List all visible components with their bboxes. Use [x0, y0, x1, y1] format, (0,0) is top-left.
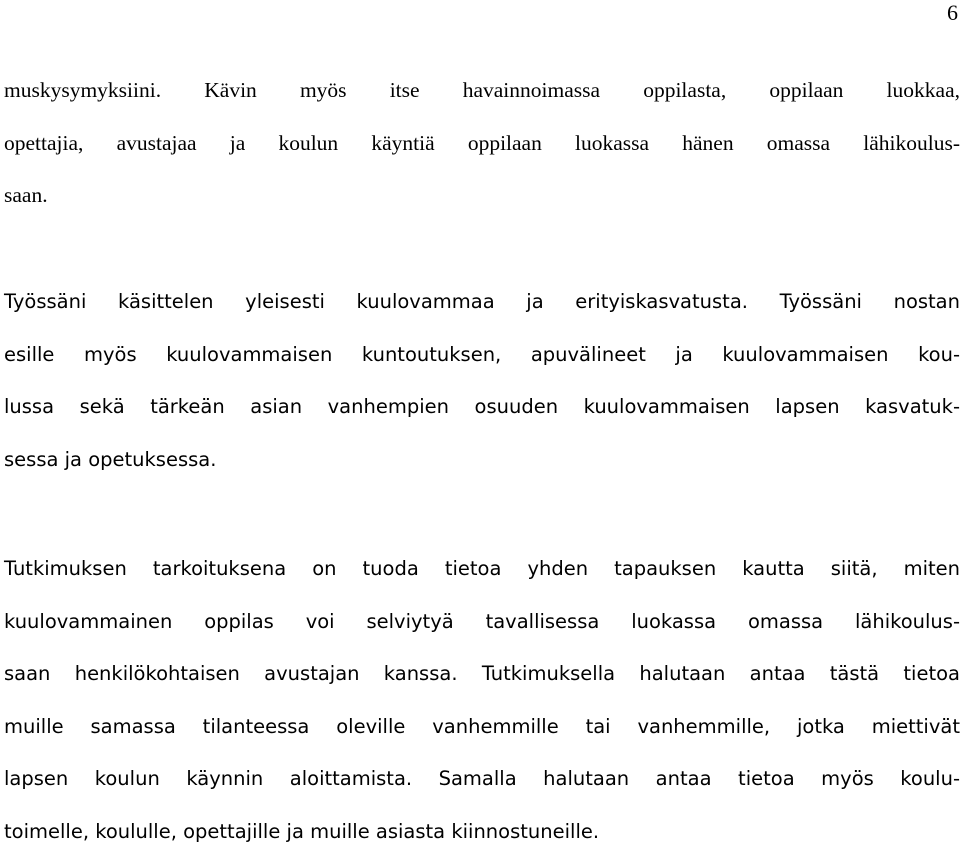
- paragraph-line: esille myös kuulovammaisen kuntoutuksen, apuvälineet ja kuulovammaisen kou-: [4, 329, 960, 382]
- paragraph-3: [4, 543, 960, 858]
- paragraph-line: opettajia, avustajaa ja koulun käyntiä oppilaan luokassa hänen omassa lähikoulus-: [4, 117, 960, 170]
- paragraph-line: saan.: [4, 169, 960, 222]
- page-number: 6: [947, 0, 958, 26]
- paragraph-2: [4, 276, 960, 486]
- paragraph-line: lussa sekä tärkeän asian vanhempien osuuden kuulovammaisen lapsen kasvatuk-: [4, 381, 960, 434]
- paragraph-line: Työssäni käsittelen yleisesti kuulovammaa ja erityiskasvatusta. Työssäni nostan: [4, 276, 960, 329]
- paragraph-line: toimelle, koululle, opettajille ja muille asiasta kiinnostuneille.: [4, 806, 960, 858]
- paragraph-line: lapsen koulun käynnin aloittamista. Samalla halutaan antaa tietoa myös koulu-: [4, 753, 960, 806]
- paragraph-line: Tutkimuksen tarkoituksena on tuoda tietoa yhden tapauksen kautta siitä, miten: [4, 543, 960, 596]
- paragraph-1: [4, 64, 960, 222]
- paragraph-line: kuulovammainen oppilas voi selviytyä tavallisessa luokassa omassa lähikoulus-: [4, 596, 960, 649]
- paragraph-line: muille samassa tilanteessa oleville vanhemmille tai vanhemmille, jotka miettivät: [4, 701, 960, 754]
- paragraph-line: muskysymyksiini. Kävin myös itse havainnoimassa oppilasta, oppilaan luokkaa,: [4, 64, 960, 117]
- paragraph-line: saan henkilökohtaisen avustajan kanssa. Tutkimuksella halutaan antaa tästä tietoa: [4, 648, 960, 701]
- paragraph-line: sessa ja opetuksessa.: [4, 434, 960, 487]
